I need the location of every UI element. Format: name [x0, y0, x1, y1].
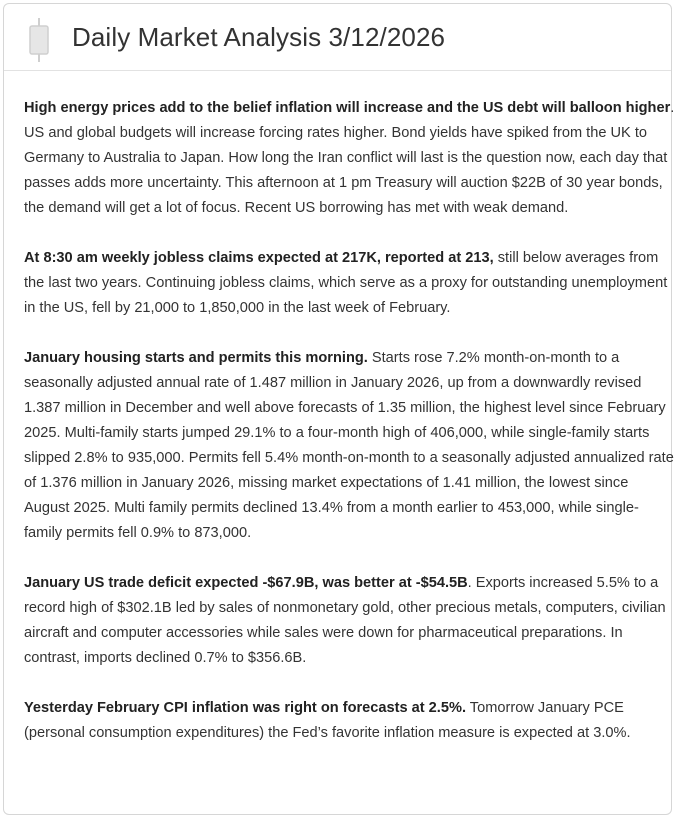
paragraph-lead: January housing starts and permits this morning.	[24, 350, 368, 366]
article-body	[24, 96, 676, 771]
card-header	[4, 4, 671, 71]
paragraph-text: Tomorrow January PCE (personal consumption expenditures) the Fed’s favorite inflation measure is expected at 3.0%.	[24, 700, 631, 741]
paragraph-text: still below averages from the last two years. Continuing jobless claims, which serve as a proxy for outstanding unemployment in the US, fell by 21,000 to 1,850,000 in the last week of February.	[24, 250, 668, 316]
page-title: Daily Market Analysis 3/12/2026	[72, 22, 446, 52]
paragraph-text: . US and global budgets will increase forcing rates higher. Bond yields have spiked from the UK to Germany to Australia to Japan. How long the Iran conflict will last is the question now, each day that passes adds more uncertainty. This afternoon at 1 pm Treasury will auction $22B of 30 year bonds, the demand will get a lot of focus. Recent US borrowing has met with weak demand.	[24, 100, 675, 216]
paragraph-cpi-inflation	[24, 696, 676, 746]
paragraph-text: Starts rose 7.2% month-on-month to a seasonally adjusted annual rate of 1.487 million in January 2026, up from a downwardly revised 1.387 million in December and well above forecasts of 1.35 million, the highest level since February 2025. Multi-family starts jumped 29.1% to a four-month high of 406,000, while single-family starts slipped 2.8% to 935,000. Permits fell 5.4% month-on-month to a seasonally adjusted annualized rate of 1.376 million in January 2026, missing market expectations of 1.41 million, the lowest since August 2025. Multi family permits declined 13.4% from a month earlier to 453,000, while single-family permits fell 0.9% to 873,000.	[24, 350, 674, 541]
candlestick-icon	[25, 17, 53, 63]
paragraph-trade-deficit	[24, 571, 676, 671]
paragraph-lead: January US trade deficit expected -$67.9B, was better at -$54.5B	[24, 575, 468, 591]
paragraph-jobless-claims	[24, 246, 676, 321]
paragraph-lead: High energy prices add to the belief inflation will increase and the US debt will balloon higher	[24, 100, 671, 116]
paragraph-housing-starts	[24, 346, 676, 546]
analysis-card	[3, 3, 675, 815]
paragraph-energy-prices	[24, 96, 676, 221]
paragraph-lead: Yesterday February CPI inflation was right on forecasts at 2.5%.	[24, 700, 467, 716]
paragraph-lead: At 8:30 am weekly jobless claims expected at 217K, reported at 213,	[24, 250, 494, 266]
paragraph-text: . Exports increased 5.5% to a record high of $302.1B led by sales of nonmonetary gold, other precious metals, computers, civilian aircraft and computer accessories while sales were down for pharmaceutical preparations. In contrast, imports declined 0.7% to $356.6B.	[24, 575, 666, 666]
